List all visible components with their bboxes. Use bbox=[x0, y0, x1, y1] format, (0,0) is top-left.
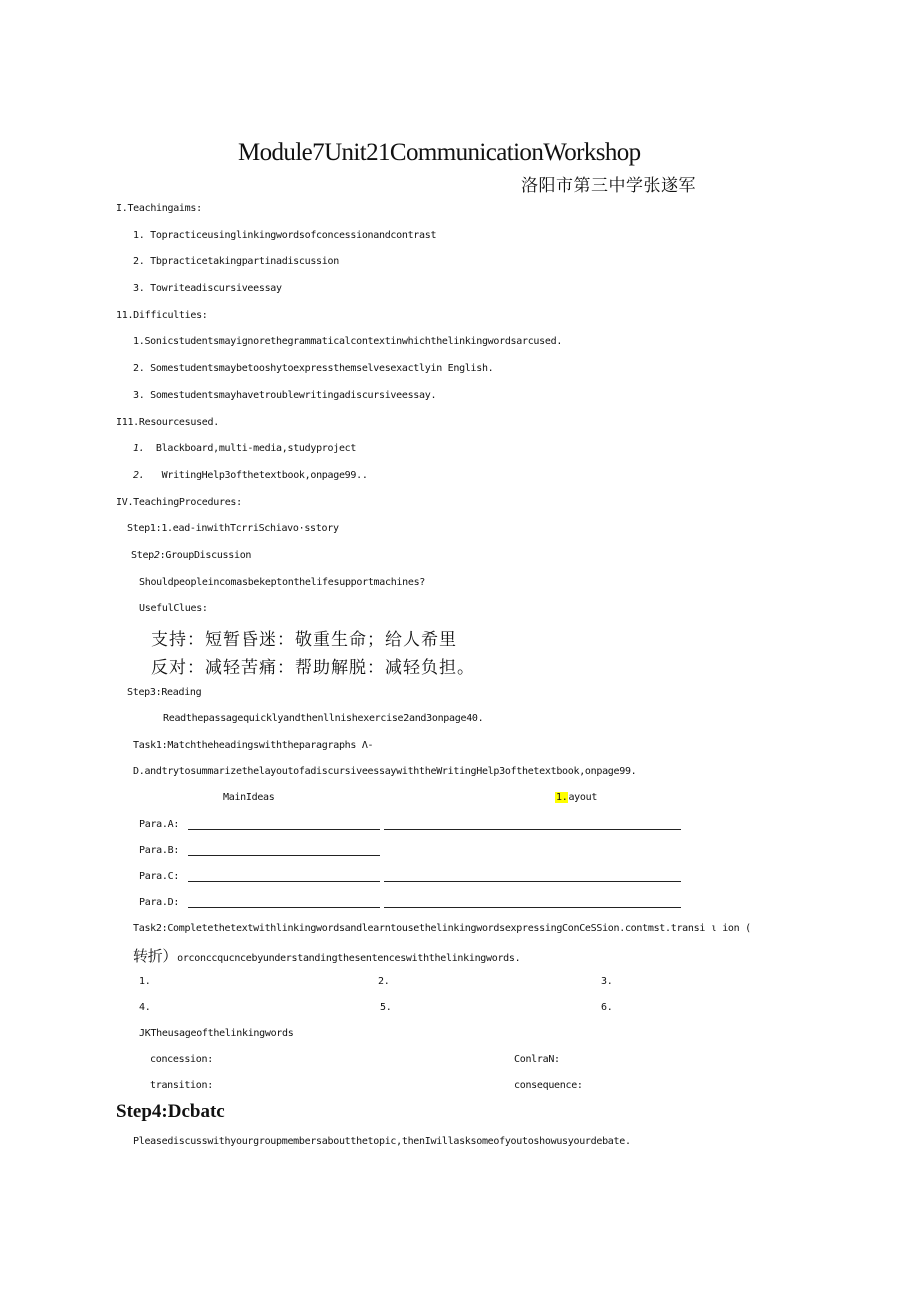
resource-item bbox=[133, 443, 356, 454]
step4-heading: Step4:Dcbatc bbox=[116, 1101, 225, 1122]
answer-line[interactable] bbox=[384, 829, 681, 830]
answer-line[interactable] bbox=[384, 907, 681, 908]
step2-num: 2 bbox=[153, 550, 160, 561]
blank-number: 1. bbox=[139, 976, 151, 987]
usage-heading: JKTheusageofthelinkingwords bbox=[139, 1028, 294, 1039]
usage-contrast: ConlraN: bbox=[514, 1054, 560, 1065]
aims-heading: I.Teachingaims: bbox=[116, 203, 202, 214]
difficulty-item: 1.Sonicstudentsmayignorethegrammaticalcontextinwhichthelinkingwordsarcused. bbox=[133, 336, 563, 347]
para-label: Para.B: bbox=[139, 845, 180, 856]
step3-line: Step3:Reading bbox=[127, 687, 202, 698]
blank-number: 2. bbox=[378, 976, 390, 987]
difficulties-heading: 11.Difficulties: bbox=[116, 310, 208, 321]
blank-number: 4. bbox=[139, 1002, 151, 1013]
page-title: Module7Unit21CommunicationWorkshop bbox=[238, 139, 641, 166]
aim-item: 1. Topracticeusinglinkingwordsofconcessionandcontrast bbox=[133, 230, 437, 241]
useful-clues-label: UsefulClues: bbox=[139, 603, 208, 614]
clue-support: 支持：短暂昏迷：敬重生命；给人希里 bbox=[151, 630, 457, 650]
author-line: 洛阳市第三中学张遂军 bbox=[521, 176, 696, 196]
answer-line[interactable] bbox=[188, 829, 380, 830]
step4-instruction: Pleasediscusswithyourgroupmembersaboutthetopic,thenIwillasksomeofyoutoshowusyourdebate. bbox=[133, 1136, 631, 1147]
usage-concession: concession: bbox=[150, 1054, 213, 1065]
task1-line: Task1:Matchtheheadingswiththeparagraphs Λ- bbox=[133, 740, 374, 751]
resource-num: 2. bbox=[133, 470, 145, 481]
step2-prefix: Step bbox=[131, 550, 154, 561]
difficulty-item: 3. Somestudentsmayhavetroublewritingadiscursiveessay. bbox=[133, 390, 437, 401]
task2-line bbox=[133, 945, 520, 966]
task2-line: Task2:CompletethetextwithlinkingwordsandlearntousethelinkingwordsexpressingConCeSSion.contmst.transi ι ion ( bbox=[133, 923, 751, 934]
aim-item: 3. Towriteadiscursiveessay bbox=[133, 283, 282, 294]
difficulty-item: 2. Somestudentsmaybetooshytoexpressthemselvesexactlyin English. bbox=[133, 363, 494, 374]
resources-heading: I11.Resourcesused. bbox=[116, 417, 219, 428]
answer-line[interactable] bbox=[188, 881, 380, 882]
answer-line[interactable] bbox=[188, 855, 380, 856]
para-label: Para.D: bbox=[139, 897, 180, 908]
clue-against: 反对：减轻苦痛：帮助解脱：减轻负担。 bbox=[151, 658, 475, 678]
resource-num: 1. bbox=[133, 443, 145, 454]
task1-line: D.andtrytosummarizethelayoutofadiscursiveessaywiththeWritingHelp3ofthetextbook,onpage99. bbox=[133, 766, 637, 777]
task2-cjk: 转折） bbox=[133, 947, 178, 965]
resource-text: Blackboard,multi-media,studyproject bbox=[155, 443, 357, 454]
layout-header-rest: ayout bbox=[568, 792, 598, 803]
step2-line bbox=[131, 550, 251, 561]
procedures-heading: IV.TeachingProcedures: bbox=[116, 497, 242, 508]
aim-item: 2. Tbpracticetakingpartinadiscussion bbox=[133, 256, 339, 267]
step2-suffix: :GroupDiscussion bbox=[159, 550, 252, 561]
usage-consequence: consequence: bbox=[514, 1080, 583, 1091]
blank-number: 5. bbox=[380, 1002, 392, 1013]
resource-text: WritingHelp3ofthetextbook,onpage99.. bbox=[161, 470, 368, 481]
highlight-mark: 1. bbox=[556, 792, 568, 803]
blank-number: 6. bbox=[601, 1002, 613, 1013]
para-label: Para.C: bbox=[139, 871, 180, 882]
main-ideas-header: MainIdeas bbox=[223, 792, 275, 803]
step1-line: Step1:1.ead-inwithTcrriSchiavo·sstory bbox=[127, 523, 339, 534]
blank-number: 3. bbox=[601, 976, 613, 987]
answer-line[interactable] bbox=[188, 907, 380, 908]
step3-instruction: Readthepassagequicklyandthenllnishexercise2and3onpage40. bbox=[163, 713, 484, 724]
resource-item bbox=[133, 470, 368, 481]
usage-transition: transition: bbox=[150, 1080, 213, 1091]
task2-text: orconccqucncebyunderstandingthesentenceswiththelinkingwords. bbox=[177, 953, 521, 964]
discussion-question: Shouldpeopleincomasbekeptonthelifesupportmachines? bbox=[139, 577, 426, 588]
para-label: Para.A: bbox=[139, 819, 180, 830]
answer-line[interactable] bbox=[384, 881, 681, 882]
layout-header bbox=[555, 792, 597, 803]
